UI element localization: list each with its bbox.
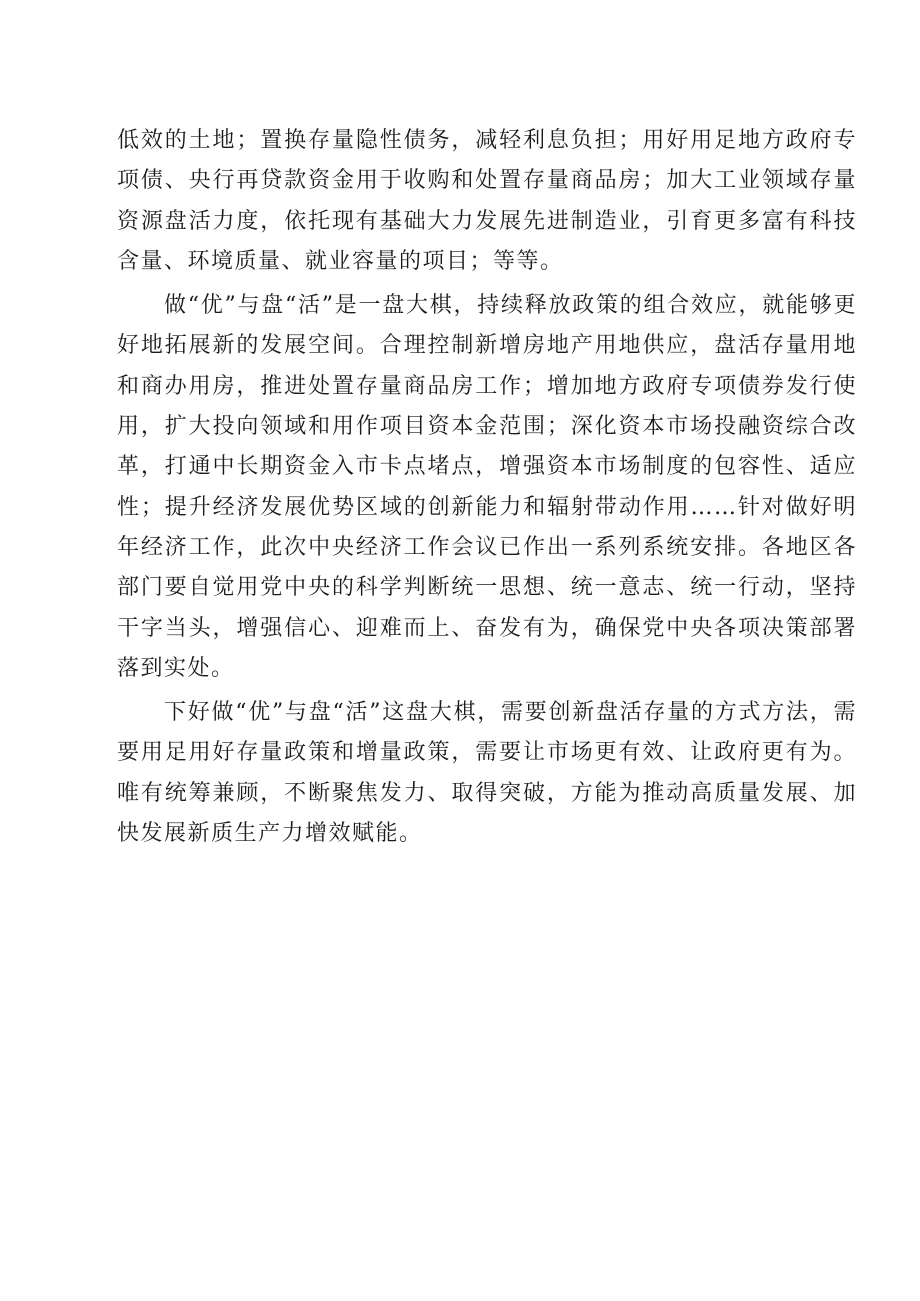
paragraph-continued: 低效的土地；置换存量隐性债务，减轻利息负担；用好用足地方政府专项债、央行再贷款资金用于收购和处置存量商品房；加大工业领域存量资源盘活力度，依托现有基础大力发展先进制造业，引育更多富有科技含量、环境质量、就业容量的项目；等等。 [117,128,857,274]
paragraph-conclusion: 下好做“优”与盘“活”这盘大棋，需要创新盘活存量的方式方法，需要用足用好存量政策和增量政策，需要让市场更有效、让政府更有为。唯有统筹兼顾，不断聚焦发力、取得突破，方能为推动高质量发展、加快发展新质生产力增效赋能。 [117,700,857,847]
paragraph-policy-combination: 做“优”与盘“活”是一盘大棋，持续释放政策的组合效应，就能够更好地拓展新的发展空间。合理控制新增房地产用地供应，盘活存量用地和商办用房，推进处置存量商品房工作；增加地方政府专项债券发行使用，扩大投向领域和用作项目资本金范围；深化资本市场投融资综合改革，打通中长期资金入市卡点堵点，增强资本市场制度的包容性、适应性；提升经济发展优势区域的创新能力和辐射带动作用……针对做好明年经济工作，此次中央经济工作会议已作出一系列系统安排。各地区各部门要自觉用党中央的科学判断统一思想、统一意志、统一行动，坚持干字当头，增强信心、迎难而上、奋发有为，确保党中央各项决策部署落到实处。 [117,293,857,681]
document-body [117,121,857,854]
